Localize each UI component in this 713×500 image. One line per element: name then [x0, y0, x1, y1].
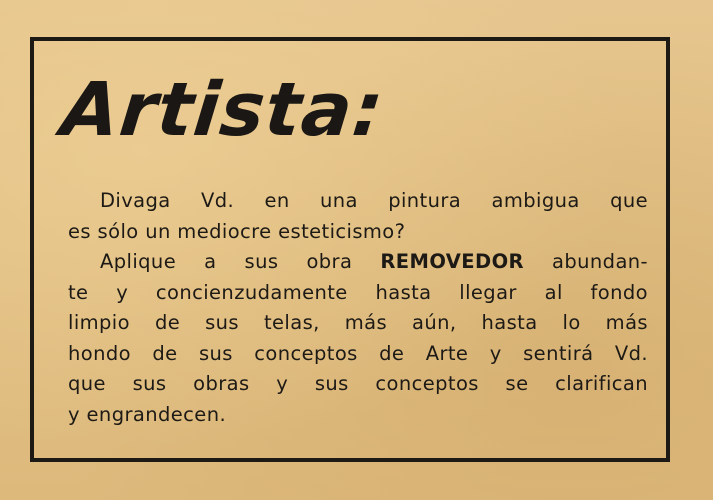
text-line: y engrandecen.: [68, 402, 227, 426]
ad-body: [68, 186, 648, 430]
text-line: limpio de sus telas, más aún, hasta lo más: [68, 311, 648, 334]
paragraph-question: [68, 186, 648, 247]
brand-name: REMOVEDOR: [380, 250, 524, 273]
text-line: hondo de sus conceptos de Arte y sentirá Vd.: [68, 341, 648, 365]
ad-title: Artista:: [57, 67, 388, 153]
text-line: te y concienzudamente hasta llegar al fondo: [68, 280, 648, 304]
text-line: Divaga Vd. en una pintura ambigua que: [100, 189, 648, 212]
text-fragment: Aplique a sus obra: [100, 250, 353, 273]
paragraph-advice: [68, 247, 648, 430]
text-line: es sólo un mediocre esteticismo?: [68, 219, 406, 243]
text-fragment: abundan-: [552, 250, 648, 273]
text-line: [68, 247, 648, 278]
text-line: que sus obras y sus conceptos se clarifican: [68, 372, 648, 395]
